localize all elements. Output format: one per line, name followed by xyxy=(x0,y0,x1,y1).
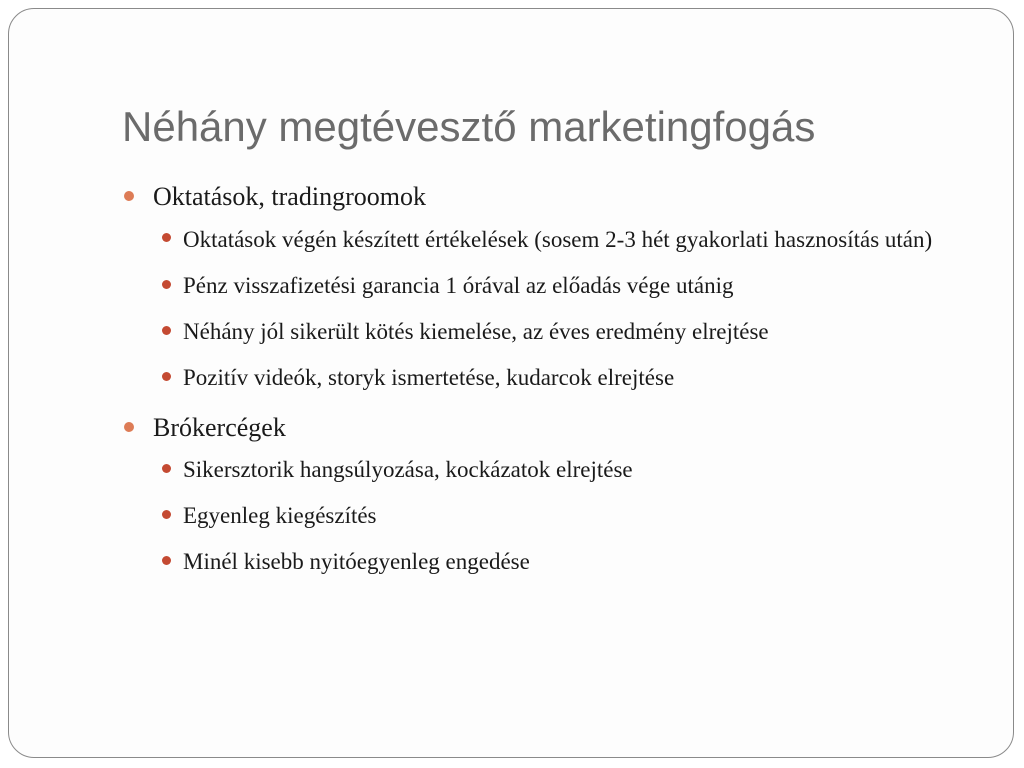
bullet-level2 xyxy=(122,498,982,534)
bullet-dot-icon xyxy=(162,233,171,242)
bullet-level2-text: Sikersztorik hangsúlyozása, kockázatok elrejtése xyxy=(183,457,633,482)
bullet-level2 xyxy=(122,360,982,396)
bullet-dot-icon xyxy=(162,372,171,381)
bullet-level1-text: Brókercégek xyxy=(153,413,286,442)
bullet-level2-text: Minél kisebb nyitóegyenleg engedése xyxy=(183,549,530,574)
bullet-level1 xyxy=(122,179,982,215)
bullet-level2 xyxy=(122,221,982,258)
bullet-level2-text: Pénz visszafizetési garancia 1 órával az előadás vége utánig xyxy=(183,273,734,298)
bullet-level2 xyxy=(122,452,982,488)
bullet-dot-icon xyxy=(162,556,171,565)
bullet-level2-text: Néhány jól sikerült kötés kiemelése, az éves eredmény elrejtése xyxy=(183,319,769,344)
bullet-dot-icon xyxy=(124,191,134,201)
bullet-level1-text: Oktatások, tradingroomok xyxy=(153,182,426,211)
bullet-level2-text: Oktatások végén készített értékelések (sosem 2-3 hét gyakorlati hasznosítás után) xyxy=(183,227,933,252)
bullet-dot-icon xyxy=(162,464,171,473)
slide xyxy=(8,8,1014,758)
bullet-level2-text: Pozitív videók, storyk ismertetése, kudarcok elrejtése xyxy=(183,365,675,390)
slide-title: Néhány megtévesztő marketingfogás xyxy=(122,103,816,150)
bullet-level2 xyxy=(122,268,982,304)
bullet-dot-icon xyxy=(162,280,171,289)
slide-content xyxy=(122,179,982,590)
bullet-dot-icon xyxy=(162,510,171,519)
bullet-level2-text: Egyenleg kiegészítés xyxy=(183,503,377,528)
bullet-level1 xyxy=(122,410,982,446)
bullet-dot-icon xyxy=(162,326,171,335)
bullet-level2 xyxy=(122,544,982,580)
bullet-level2 xyxy=(122,314,982,350)
bullet-dot-icon xyxy=(124,422,134,432)
